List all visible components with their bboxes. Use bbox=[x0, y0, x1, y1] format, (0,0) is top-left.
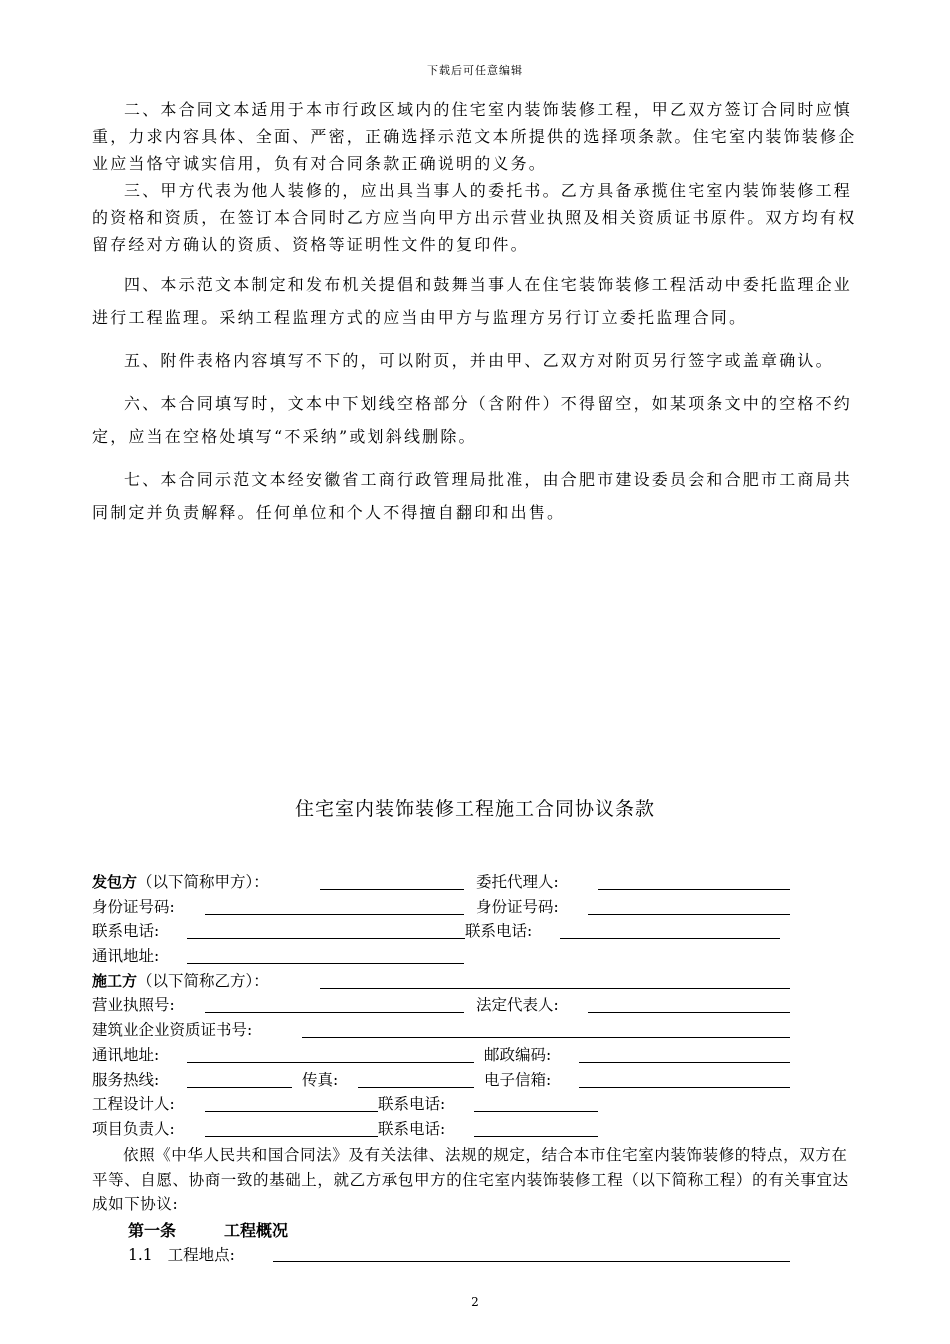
form-row-phone bbox=[92, 919, 862, 944]
manager-label: 项目负责人: bbox=[92, 1119, 175, 1138]
id-label-2: 身份证号码: bbox=[476, 897, 559, 916]
page-number: 2 bbox=[471, 1295, 479, 1309]
license-label: 营业执照号: bbox=[92, 996, 175, 1015]
intro-paragraph-7: 七、本合同示范文本经安徽省工商行政管理局批准，由合肥市建设委员会和合肥市工商局共同制定并负责解释。任何单位和个人不得擅自翻印和出售。 bbox=[92, 470, 853, 522]
postcode-field[interactable] bbox=[579, 1062, 790, 1063]
intro-paragraph-6: 六、本合同填写时，文本中下划线空格部分（含附件）不得留空，如某项条文中的空格不约定，应当在空格处填写“不采纳”或划斜线删除。 bbox=[92, 394, 853, 446]
form-row-license bbox=[92, 993, 862, 1018]
form-row-address-b bbox=[92, 1043, 862, 1068]
legal-rep-field[interactable] bbox=[588, 1012, 790, 1013]
email-field[interactable] bbox=[579, 1087, 790, 1088]
license-field[interactable] bbox=[205, 1012, 464, 1013]
hotline-field[interactable] bbox=[187, 1087, 292, 1088]
fax-field[interactable] bbox=[358, 1087, 474, 1088]
form-row-designer bbox=[92, 1092, 862, 1117]
address-b-field[interactable] bbox=[187, 1062, 474, 1063]
designer-field[interactable] bbox=[205, 1111, 378, 1112]
hotline-label: 服务热线: bbox=[92, 1070, 160, 1089]
party-b-note: （以下简称乙方）： bbox=[137, 971, 269, 990]
party-info-form bbox=[92, 870, 862, 1142]
form-row-address-a bbox=[92, 944, 862, 969]
id-label: 身份证号码: bbox=[92, 897, 175, 916]
form-row-party-b bbox=[92, 969, 862, 994]
designer-phone-label: 联系电话: bbox=[378, 1095, 446, 1114]
manager-phone-label: 联系电话: bbox=[378, 1119, 446, 1138]
party-a-label: 发包方 bbox=[92, 873, 138, 891]
item-location-field[interactable] bbox=[273, 1261, 790, 1262]
form-row-contact bbox=[92, 1068, 862, 1093]
page-header: 下载后可任意编辑 bbox=[427, 64, 523, 77]
intro-paragraph-4: 四、本示范文本制定和发布机关提倡和鼓舞当事人在住宅装饰装修工程活动中委托监理企业进行工程监理。采纳工程监理方式的应当由甲方与监理方另行订立委托监理合同。 bbox=[92, 275, 853, 327]
article-number: 第一条 bbox=[128, 1221, 177, 1240]
phone-label-2: 联系电话: bbox=[465, 922, 533, 941]
manager-phone-field[interactable] bbox=[474, 1136, 598, 1137]
phone-field[interactable] bbox=[187, 938, 465, 939]
qualification-field[interactable] bbox=[302, 1037, 790, 1038]
qualification-label: 建筑业企业资质证书号: bbox=[92, 1021, 253, 1040]
fax-label: 传真: bbox=[302, 1070, 339, 1089]
intro-section bbox=[92, 96, 858, 529]
form-row-qualification bbox=[92, 1018, 862, 1043]
address-b-label: 通讯地址: bbox=[92, 1045, 160, 1064]
agent-label: 委托代理人: bbox=[476, 873, 559, 891]
intro-paragraph-5: 五、附件表格内容填写不下的，可以附页，并由甲、乙双方对附页另行签字或盖章确认。 bbox=[124, 351, 834, 370]
phone-field-2[interactable] bbox=[560, 938, 780, 939]
party-a-field[interactable] bbox=[320, 889, 464, 890]
article-name: 工程概况 bbox=[224, 1221, 289, 1240]
contract-title: 住宅室内装饰装修工程施工合同协议条款 bbox=[294, 798, 655, 820]
form-row-party-a bbox=[92, 870, 862, 895]
agreement-paragraph: 依照《中华人民共和国合同法》及有关法律、法规的规定，结合本市住宅室内装饰装修的特点，双方在平等、自愿、协商一致的基础上，就乙方承包甲方的住宅室内装饰装修工程（以下简称工程）的有关事宜达成如下协议: bbox=[92, 1146, 849, 1213]
id-field[interactable] bbox=[205, 914, 464, 915]
postcode-label: 邮政编码: bbox=[484, 1045, 552, 1064]
intro-paragraph-2: 二、本合同文本适用于本市行政区域内的住宅室内装饰装修工程，甲乙双方签订合同时应慎重，力求内容具体、全面、严密，正确选择示范文本所提供的选择项条款。住宅室内装饰装修企业应当恪守诚实信用，负有对合同条款正确说明的义务。 bbox=[92, 100, 857, 173]
id-field-2[interactable] bbox=[588, 914, 790, 915]
agent-field[interactable] bbox=[598, 889, 790, 890]
party-b-label: 施工方 bbox=[92, 971, 138, 990]
party-b-field[interactable] bbox=[320, 988, 790, 989]
manager-field[interactable] bbox=[205, 1136, 378, 1137]
party-a-note: （以下简称甲方）： bbox=[137, 873, 269, 891]
email-label: 电子信箱: bbox=[484, 1070, 552, 1089]
legal-rep-label: 法定代表人: bbox=[476, 996, 559, 1015]
form-row-manager bbox=[92, 1117, 862, 1142]
intro-paragraph-3: 三、甲方代表为他人装修的，应出具当事人的委托书。乙方具备承揽住宅室内装饰装修工程的资格和资质，在签订本合同时乙方应当向甲方出示营业执照及相关资质证书原件。双方均有权留存经对方确认的资质、资格等证明性文件的复印件。 bbox=[92, 181, 857, 254]
phone-label: 联系电话: bbox=[92, 922, 160, 941]
form-row-id bbox=[92, 895, 862, 920]
designer-phone-field[interactable] bbox=[474, 1111, 598, 1112]
address-a-field[interactable] bbox=[187, 963, 464, 964]
address-a-label: 通讯地址: bbox=[92, 947, 160, 966]
designer-label: 工程设计人: bbox=[92, 1095, 175, 1114]
item-label: 工程地点: bbox=[167, 1246, 235, 1264]
item-1-1 bbox=[128, 1243, 808, 1265]
item-number: 1.1 bbox=[128, 1246, 153, 1264]
